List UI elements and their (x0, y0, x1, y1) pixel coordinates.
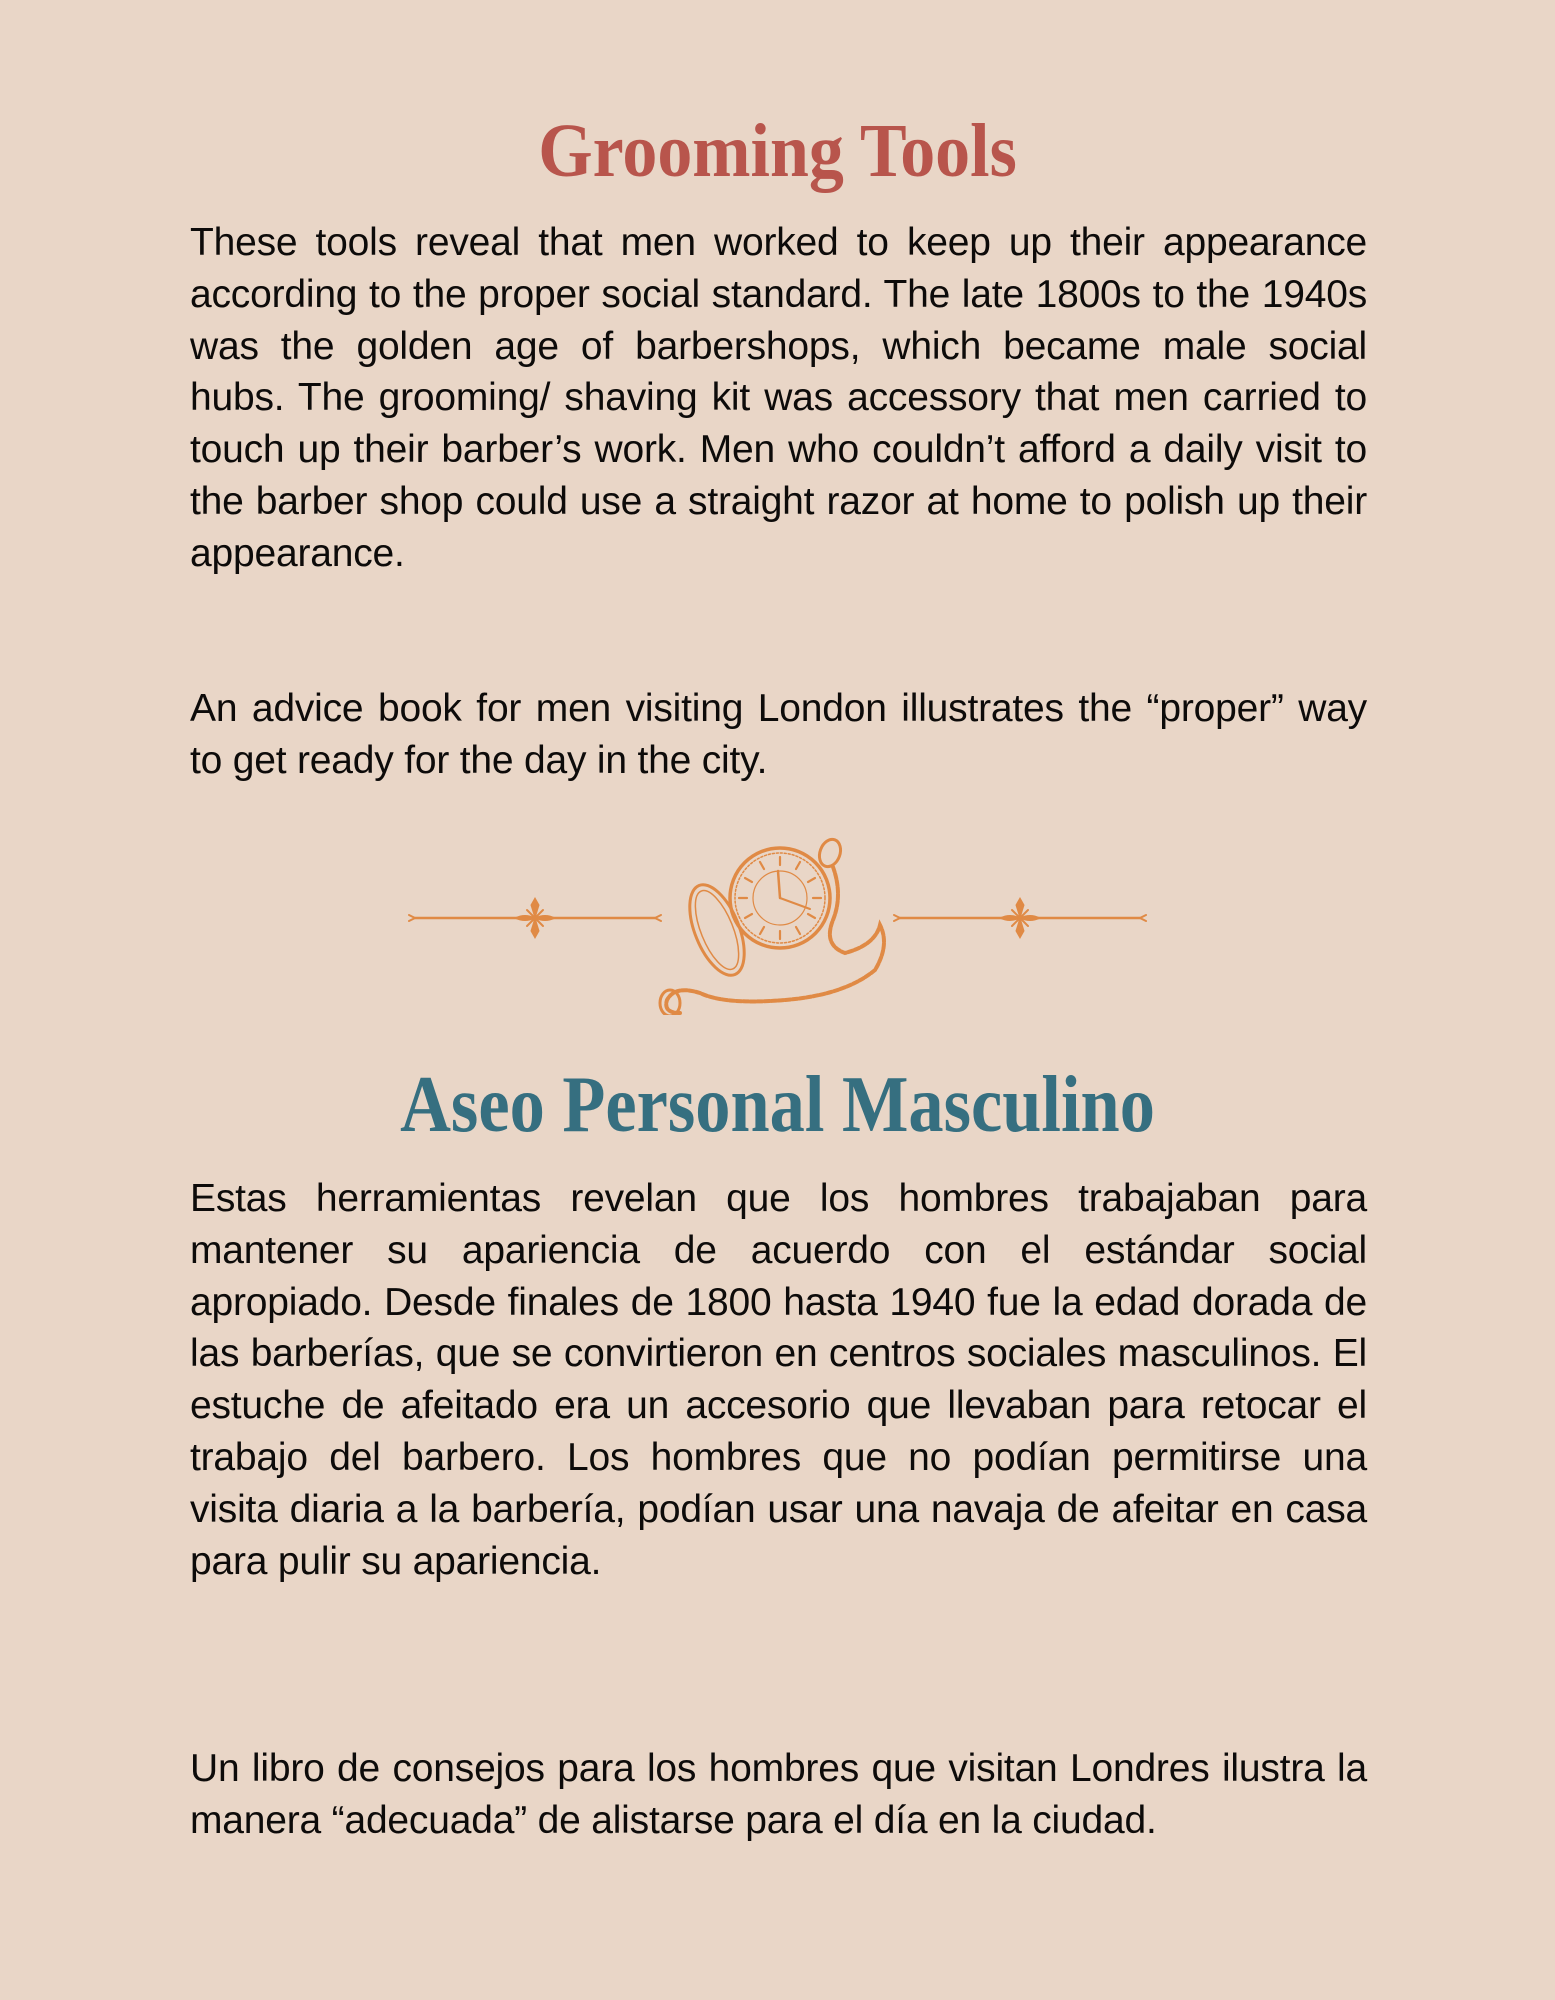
right-flourish-divider (894, 898, 1146, 938)
english-title: Grooming Tools (538, 109, 1017, 193)
left-flourish-divider (409, 898, 661, 938)
spanish-paragraph-1: Estas herramientas revelan que los hombres trabajaban para mantener su apariencia de acuerdo con el estándar social apropiado. Desde finales de 1800 hasta 1940 fue la edad dorada de las barberías, que se convirtieron en centros sociales masculinos. El estuche de afeitado era un accesorio que llevaban para retocar el trabajo del barbero. Los hombres que no podían permitirse una visita diaria a la barbería, podían usar una navaja de afeitar en casa para pulir su apariencia. (190, 1177, 1367, 1583)
pocket-watch-icon (405, 835, 1150, 1015)
english-paragraph-2: An advice book for men visiting London illustrates the “proper” way to get ready for the day in the city. (190, 687, 1367, 782)
spanish-title: Aseo Personal Masculino (400, 1061, 1155, 1149)
spanish-paragraph-2: Un libro de consejos para los hombres que visitan Londres ilustra la manera “adecuada” de alistarse para el día en la ciudad. (190, 1747, 1367, 1842)
english-paragraph-1: These tools reveal that men worked to keep up their appearance according to the proper social standard. The late 1800s to the 1940s was the golden age of barbershops, which became male social hubs. The grooming/ shaving kit was accessory that men carried to touch up their barber’s work. Men who couldn’t afford a daily visit to the barber shop could use a straight razor at home to polish up their appearance. (190, 221, 1367, 575)
pocket-watch-divider (405, 835, 1150, 1015)
